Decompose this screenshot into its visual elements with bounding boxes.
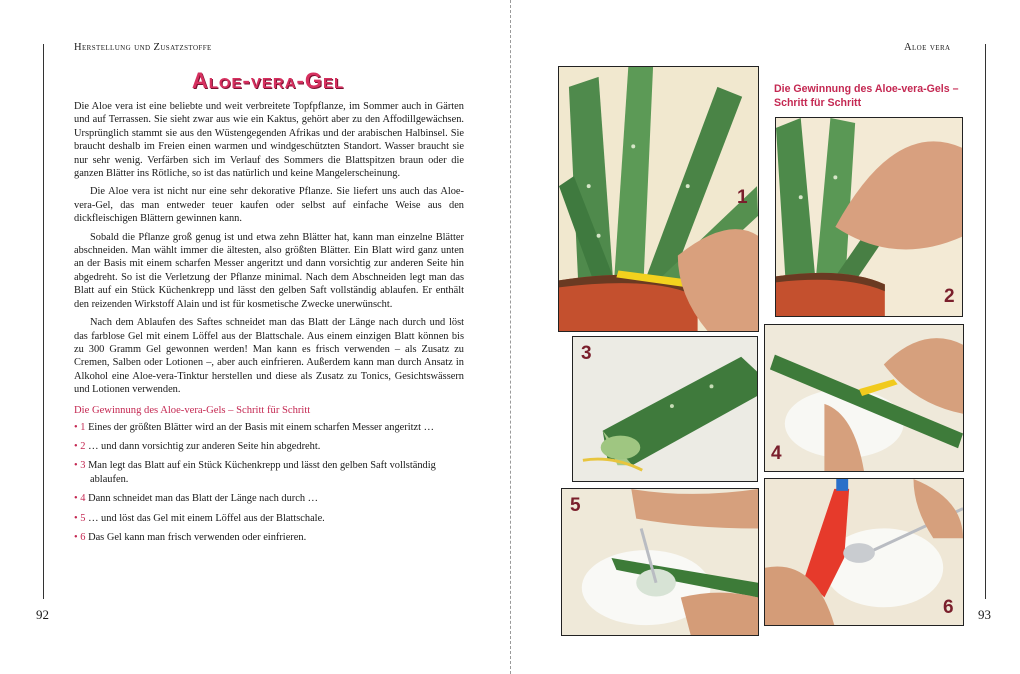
left-margin-rule bbox=[43, 44, 44, 599]
step-number: 5 bbox=[80, 512, 86, 524]
paragraph-4: Nach dem Ablaufen des Saftes schneidet man das Blatt der Länge nach durch und löst das farblose Gel mit einem Löffel aus der Blattschale. Aus einem einzigen Blatt können bis zu 300 Gramm Gel gewonnen werden! Man kann es frisch verwenden – als Zusatz zu Cremen, Salben oder Lotionen –, aber auch einfrieren. Außerdem kann man durch Ansatz in Alkohol eine Aloe-vera-Tinktur herstellen und diese als Zusatz zu Tonics, Gesichtswässern und Lotionen verwenden. bbox=[74, 317, 464, 396]
photo-label: 1 bbox=[737, 187, 748, 208]
photo-caption bbox=[774, 82, 974, 110]
step-text: … und dann vorsichtig zur anderen Seite hin abgedreht. bbox=[88, 440, 321, 452]
photo-step-3 bbox=[572, 336, 758, 482]
step-text: Man legt das Blatt auf ein Stück Küchenkrepp und lässt den gelben Saft vollständig ablaufen. bbox=[88, 460, 436, 485]
spoon-scraping-gel-image bbox=[562, 489, 758, 635]
paragraph-1: Die Aloe vera ist eine beliebte und weit verbreitete Topfpflanze, im Sommer auch in Gärten und auf Terrassen. Sie sieht zwar aus wie ein Kaktus, gehört aber zu den Affodillgewächsen. Ursprünglich stammt sie aus den Wüstengegenden Afrikas und der arabischen Halbinsel. Sie braucht deshalb im Freien einen warmen und windgeschützten Standort. Wasser braucht sie nur sehr wenig. Verfärben sich im Verlauf des Sommers die Blattspitzen braun oder die ganzen Blätter ins Rötliche, so ist das natürlich und keine Mangelerscheinung. bbox=[74, 101, 464, 180]
photo-step-5 bbox=[561, 488, 759, 636]
page-spine bbox=[510, 0, 511, 674]
step-item bbox=[74, 440, 464, 453]
steps-heading: Die Gewinnung des Aloe-vera-Gels – Schritt für Schritt bbox=[74, 404, 311, 416]
photo-step-2 bbox=[775, 117, 963, 317]
step-number: 3 bbox=[80, 460, 86, 472]
leaf-cut-lengthwise-image bbox=[765, 325, 963, 471]
caption-line: Die Gewinnung des Aloe-vera-Gels – bbox=[774, 83, 959, 95]
step-item bbox=[74, 492, 464, 505]
step-text: … und löst das Gel mit einem Löffel aus der Blattschale. bbox=[88, 512, 325, 524]
right-margin-rule bbox=[985, 44, 986, 599]
step-number: 1 bbox=[80, 421, 86, 433]
step-text: Dann schneidet man das Blatt der Länge nach durch … bbox=[88, 493, 319, 505]
gel-into-bag-image bbox=[765, 479, 963, 625]
step-text: Das Gel kann man frisch verwenden oder einfrieren. bbox=[88, 531, 307, 543]
step-number: 2 bbox=[80, 440, 86, 452]
right-page-number: 93 bbox=[978, 607, 991, 622]
step-item bbox=[74, 421, 464, 434]
bullet-icon: • bbox=[74, 460, 78, 472]
left-running-header: Herstellung und Zusatzstoffe bbox=[74, 42, 212, 53]
photo-label: 6 bbox=[943, 597, 954, 618]
left-page-number: 92 bbox=[36, 607, 49, 622]
step-number: 6 bbox=[80, 531, 86, 543]
paragraph-2: Die Aloe vera ist nicht nur eine sehr dekorative Pflanze. Sie liefert uns auch das Aloe-vera-Gel, das man entweder teuer kaufen oder selbst auf einfache Weise aus den dickfleischigen Blättern gewinnen kann. bbox=[74, 186, 464, 225]
bullet-icon: • bbox=[74, 440, 78, 452]
step-item bbox=[74, 512, 464, 525]
paragraph-3: Sobald die Pflanze groß genug ist und etwa zehn Blätter hat, kann man einzelne Blätter abschneiden. Man wählt immer die ältesten, also größten Blätter. Ein Blatt wird ganz unten an der Basis mit einem scharfen Messer angeritzt und dann vorsichtig zur anderen Seite hin abgedreht. So ist die Verletzung der Pflanze minimal. Nach dem Abschneiden legt man das Blatt auf ein Stück Küchenkrepp und lässt den gelben Saft vollständig ablaufen. Er enthält den reizenden Wirkstoff Alain und ist für kosmetische Zwecke unerwünscht. bbox=[74, 231, 464, 310]
photo-step-6 bbox=[764, 478, 964, 626]
aloe-plant-knife-image bbox=[559, 67, 758, 331]
photo-label: 4 bbox=[771, 443, 782, 464]
photo-label: 3 bbox=[581, 343, 592, 364]
bullet-icon: • bbox=[74, 421, 78, 433]
steps-list bbox=[74, 421, 464, 545]
article-body bbox=[74, 100, 464, 550]
step-item bbox=[74, 459, 464, 486]
photo-label: 2 bbox=[944, 286, 955, 307]
step-number: 4 bbox=[80, 493, 86, 505]
caption-line: Schritt für Schritt bbox=[774, 97, 862, 109]
aloe-plant-leaf-bend-image bbox=[776, 118, 962, 316]
right-running-header: Aloe vera bbox=[904, 42, 951, 53]
photo-step-4 bbox=[764, 324, 964, 472]
leaf-on-kitchen-paper-image bbox=[573, 337, 757, 481]
photo-step-1 bbox=[558, 66, 759, 332]
bullet-icon: • bbox=[74, 512, 78, 524]
bullet-icon: • bbox=[74, 531, 78, 543]
step-text: Eines der größten Blätter wird an der Basis mit einem scharfen Messer angeritzt … bbox=[88, 421, 435, 433]
article-title: Aloe-vera-Gel bbox=[191, 68, 345, 93]
bullet-icon: • bbox=[74, 493, 78, 505]
step-item bbox=[74, 531, 464, 544]
photo-label: 5 bbox=[570, 495, 581, 516]
